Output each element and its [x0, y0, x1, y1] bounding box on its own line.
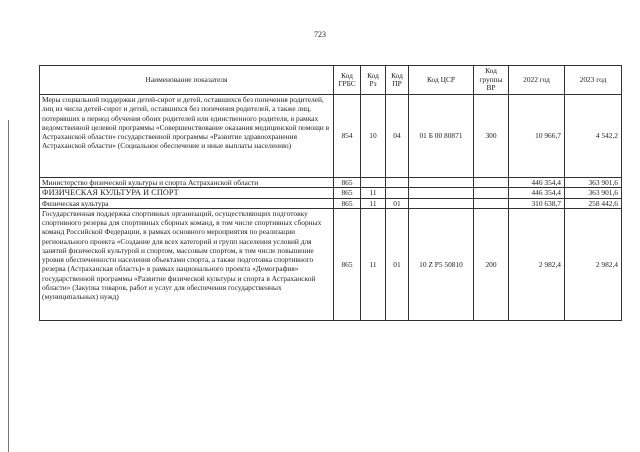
header-csr: Код ЦСР — [409, 66, 474, 95]
row-csr: 01 Б 00 80871 — [409, 95, 474, 178]
row-rz: 11 — [361, 198, 386, 208]
row-2022: 10 966,7 — [509, 95, 565, 178]
header-pr: Код ПР — [386, 66, 409, 95]
row-2022: 2 982,4 — [509, 208, 565, 320]
row-csr: 10 Z P5 50810 — [409, 208, 474, 320]
row-pr: 01 — [386, 198, 409, 208]
table-row — [40, 198, 622, 208]
row-grbs: 854 — [334, 95, 361, 178]
header-rz: Код Рз — [361, 66, 386, 95]
row-2022: 446 354,4 — [509, 178, 565, 188]
page-number: 723 — [314, 30, 326, 39]
row-2022: 446 354,4 — [509, 188, 565, 198]
row-grbs: 865 — [334, 178, 361, 188]
row-vr — [474, 198, 509, 208]
table-row — [40, 178, 622, 188]
row-name: ФИЗИЧЕСКАЯ КУЛЬТУРА И СПОРТ — [40, 188, 334, 198]
row-2023: 363 901,6 — [565, 178, 622, 188]
row-vr: 200 — [474, 208, 509, 320]
row-grbs: 865 — [334, 188, 361, 198]
row-pr — [386, 178, 409, 188]
row-csr — [409, 178, 474, 188]
row-csr — [409, 198, 474, 208]
header-row — [40, 66, 622, 95]
table-row — [40, 188, 622, 198]
row-csr — [409, 188, 474, 198]
row-2023: 258 442,6 — [565, 198, 622, 208]
header-name: Наименование показателя — [40, 66, 334, 95]
row-vr: 300 — [474, 95, 509, 178]
row-pr — [386, 188, 409, 198]
row-name: Государственная поддержка спортивных организаций, осуществляющих подготовку спортивного резерва для спортивных сборных команд, в том числе спортивных сборных команд Российской Федерации, в рамках основного мероприятия по реализации регионального проекта «Создание для всех категорий и групп населения условий для занятий физической культурой и спортом, массовым спортом, в том числе повышение уровня обеспеченности населения объектами спорта, а также подготовка спортивного резерва (Астраханская область)» в рамках национального проекта «Демография» государственной программы «Развитие физической культуры и спорта в Астраханской области» (Закупка товаров, работ и услуг для обеспечения государственных (муниципальных) нужд) — [40, 208, 334, 320]
row-2023: 4 542,2 — [565, 95, 622, 178]
row-2022: 310 638,7 — [509, 198, 565, 208]
row-rz: 10 — [361, 95, 386, 178]
header-grbs: Код ГРБС — [334, 66, 361, 95]
row-name: Министерство физической культуры и спорта Астраханской области — [40, 178, 334, 188]
header-2023: 2023 год — [565, 66, 622, 95]
row-pr: 04 — [386, 95, 409, 178]
budget-table — [39, 65, 622, 321]
header-2022: 2022 год — [509, 66, 565, 95]
row-grbs: 865 — [334, 198, 361, 208]
row-name: Физическая культура — [40, 198, 334, 208]
row-rz: 11 — [361, 188, 386, 198]
row-vr — [474, 178, 509, 188]
row-grbs: 865 — [334, 208, 361, 320]
header-vr: Код группы ВР — [474, 66, 509, 95]
row-2023: 363 901,6 — [565, 188, 622, 198]
row-2023: 2 982,4 — [565, 208, 622, 320]
table-row — [40, 208, 622, 320]
row-name: Меры социальной поддержки детей-сирот и детей, оставшихся без попечения родителей, лиц из числа детей-сирот и детей, оставшихся без попечения родителей, а также лиц, потерявших в период обучения обоих родителей или единственного родителя, в рамках ведомственной целевой программы «Совершенствование оказания медицинской помощи в Астраханской области» государственной программы «Развитие здравоохранения Астраханской области» (Социальное обеспечение и иные выплаты населению) — [40, 95, 334, 178]
row-pr: 01 — [386, 208, 409, 320]
row-rz: 11 — [361, 208, 386, 320]
table-row — [40, 95, 622, 178]
row-rz — [361, 178, 386, 188]
row-vr — [474, 188, 509, 198]
scan-edge-line — [8, 120, 9, 452]
